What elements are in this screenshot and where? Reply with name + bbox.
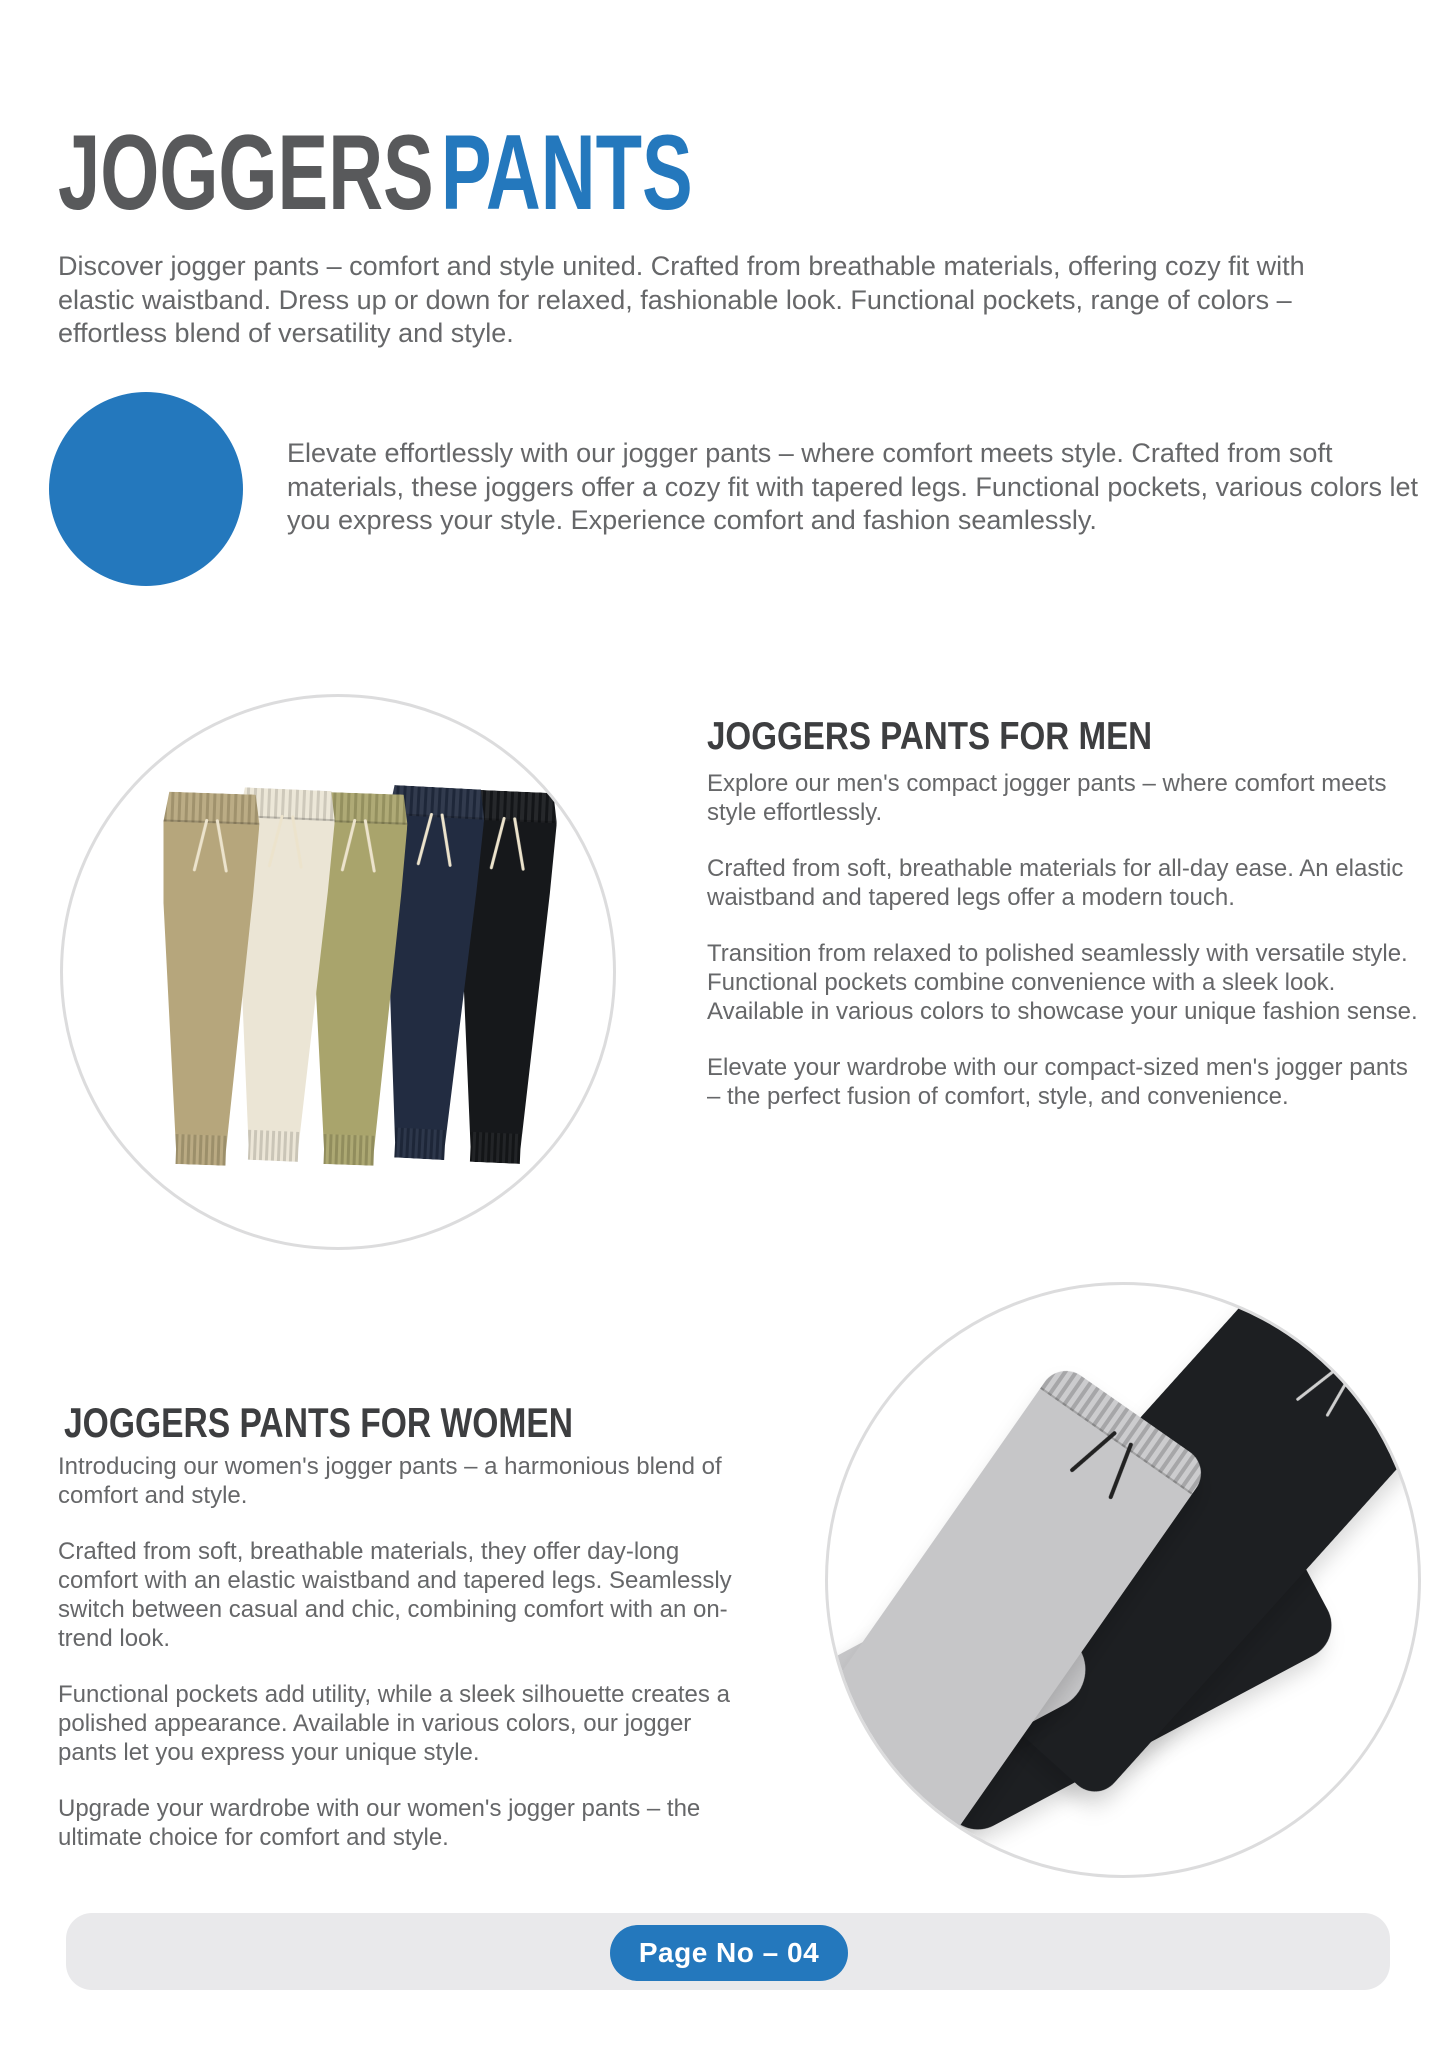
drawstring — [513, 817, 525, 871]
highlight-paragraph: Elevate effortlessly with our jogger pants – where comfort meets style. Crafted from soft materials, these joggers offer a cozy fit with tapered legs. Functional pockets, various colors let you express your style. Experience comfort and fashion seamlessly. — [287, 438, 1419, 535]
men-section-heading: JOGGERS PANTS FOR MEN — [707, 715, 1153, 758]
women-paragraph-1: Introducing our women's jogger pants – a harmonious blend of comfort and style. — [58, 1453, 722, 1509]
women-section-heading: JOGGERS PANTS FOR WOMEN — [64, 1399, 574, 1446]
drawstring — [490, 817, 506, 870]
men-joggers-photo — [60, 694, 616, 1250]
decorative-blue-circle — [49, 392, 243, 586]
men-section-text — [707, 769, 1419, 1138]
pant-cuff — [469, 1132, 522, 1164]
drawstring — [1108, 1442, 1133, 1499]
pant-cuff — [393, 1127, 446, 1160]
drawstring — [193, 819, 209, 872]
women-paragraph-4: Upgrade your wardrobe with our women's jogger pants – the ultimate choice for comfort and style. — [58, 1795, 701, 1851]
drawstring — [291, 815, 303, 869]
pant-cuff — [323, 1134, 376, 1166]
footer-bar — [66, 1913, 1390, 1990]
women-joggers-photo — [825, 1282, 1421, 1878]
jogger-pant-tan — [152, 791, 261, 1166]
drawstring — [363, 819, 375, 873]
page-number-badge — [610, 1925, 848, 1981]
pant-cuff — [175, 1134, 228, 1166]
men-paragraph-3: Transition from relaxed to polished seamlessly with versatile style. Functional pockets combine convenience with a sleek look. Available in various colors to showcase your unique fashion sense. — [707, 940, 1418, 1025]
drawstring — [417, 813, 434, 866]
women-paragraph-3: Functional pockets add utility, while a sleek silhouette creates a polished appearance. Available in various colors, our jogger pants let you express your unique style. — [58, 1681, 730, 1766]
men-paragraph-4: Elevate your wardrobe with our compact-sized men's jogger pants – the perfect fusion of comfort, style, and convenience. — [707, 1054, 1408, 1110]
title-word-joggers: JOGGERS — [58, 112, 434, 232]
pant-waistband — [163, 791, 260, 824]
women-paragraph-2: Crafted from soft, breathable materials, they offer day-long comfort with an elastic waistband and tapered legs. Seamlessly switch between casual and chic, combining comfort with an on-trend look. — [58, 1538, 732, 1652]
men-paragraph-1: Explore our men's compact jogger pants – where comfort meets style effortlessly. — [707, 770, 1387, 826]
drawstring — [268, 815, 284, 868]
drawstring — [341, 819, 357, 872]
page-number-label: Page No – 04 — [638, 1937, 820, 1968]
men-paragraph-2: Crafted from soft, breathable materials for all-day ease. An elastic waistband and tapered legs offer a modern touch. — [707, 855, 1404, 911]
page-title — [58, 112, 693, 232]
pant-cuff — [247, 1130, 300, 1162]
title-word-pants: PANTS — [440, 112, 693, 232]
drawstring — [440, 813, 451, 867]
drawstring — [1325, 1372, 1353, 1417]
intro-paragraph: Discover jogger pants – comfort and style united. Crafted from breathable materials, offering cozy fit with elastic waistband. Dress up or down for relaxed, fashionable look. Functional pockets, range of colors – effortless blend of versatility and style. — [58, 251, 1305, 348]
women-section-text — [58, 1452, 732, 1879]
drawstring — [1069, 1431, 1117, 1473]
drawstring — [215, 819, 227, 873]
